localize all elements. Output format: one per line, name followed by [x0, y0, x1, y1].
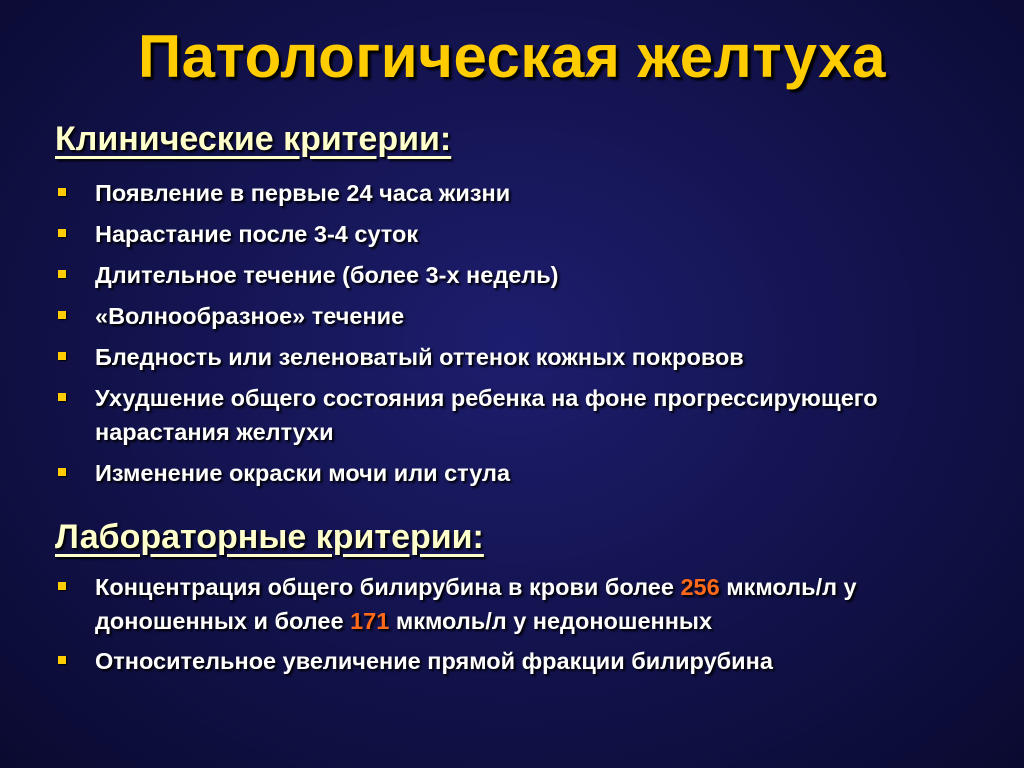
list-item-text: Бледность или зеленоватый оттенок кожных покровов: [95, 344, 744, 370]
list-item-text: Длительное течение (более 3-х недель): [95, 262, 559, 288]
bilirubin-text-part1: Концентрация общего билирубина в крови более: [95, 574, 681, 600]
list-item: [58, 381, 988, 449]
clinical-criteria-list: [58, 176, 988, 497]
clinical-criteria-heading: Клинические критерии:: [55, 120, 452, 158]
list-item: [58, 340, 988, 374]
list-item-text: Ухудшение общего состояния ребенка на фоне прогрессирующего нарастания желтухи: [95, 385, 878, 445]
square-bullet-icon: [58, 352, 66, 360]
laboratory-criteria-list: [58, 570, 988, 684]
bilirubin-threshold-preterm: 171: [350, 608, 390, 634]
list-item: [58, 299, 988, 333]
list-item: [58, 258, 988, 292]
list-item: [58, 570, 988, 638]
square-bullet-icon: [58, 229, 66, 237]
square-bullet-icon: [58, 188, 66, 196]
square-bullet-icon: [58, 582, 66, 590]
list-item: [58, 217, 988, 251]
list-item-text: «Волнообразное» течение: [95, 303, 405, 329]
list-item: [58, 644, 988, 678]
list-item-text: Изменение окраски мочи или стула: [95, 460, 511, 486]
laboratory-criteria-heading: Лабораторные критерии:: [55, 518, 484, 556]
bilirubin-text-part2: мкмоль/л у доношенных и более: [95, 574, 857, 634]
slide-title: Патологическая желтуха: [138, 23, 886, 90]
square-bullet-icon: [58, 311, 66, 319]
bilirubin-threshold-term: 256: [680, 574, 720, 600]
list-item-text: Относительное увеличение прямой фракции билирубина: [95, 648, 773, 674]
square-bullet-icon: [58, 393, 66, 401]
square-bullet-icon: [58, 270, 66, 278]
square-bullet-icon: [58, 468, 66, 476]
bilirubin-text-part3: мкмоль/л у недоношенных: [389, 608, 713, 634]
list-item: [58, 176, 988, 210]
list-item-text: Нарастание после 3-4 суток: [95, 221, 419, 247]
square-bullet-icon: [58, 656, 66, 664]
list-item-text: Появление в первые 24 часа жизни: [95, 180, 511, 206]
list-item: [58, 456, 988, 490]
